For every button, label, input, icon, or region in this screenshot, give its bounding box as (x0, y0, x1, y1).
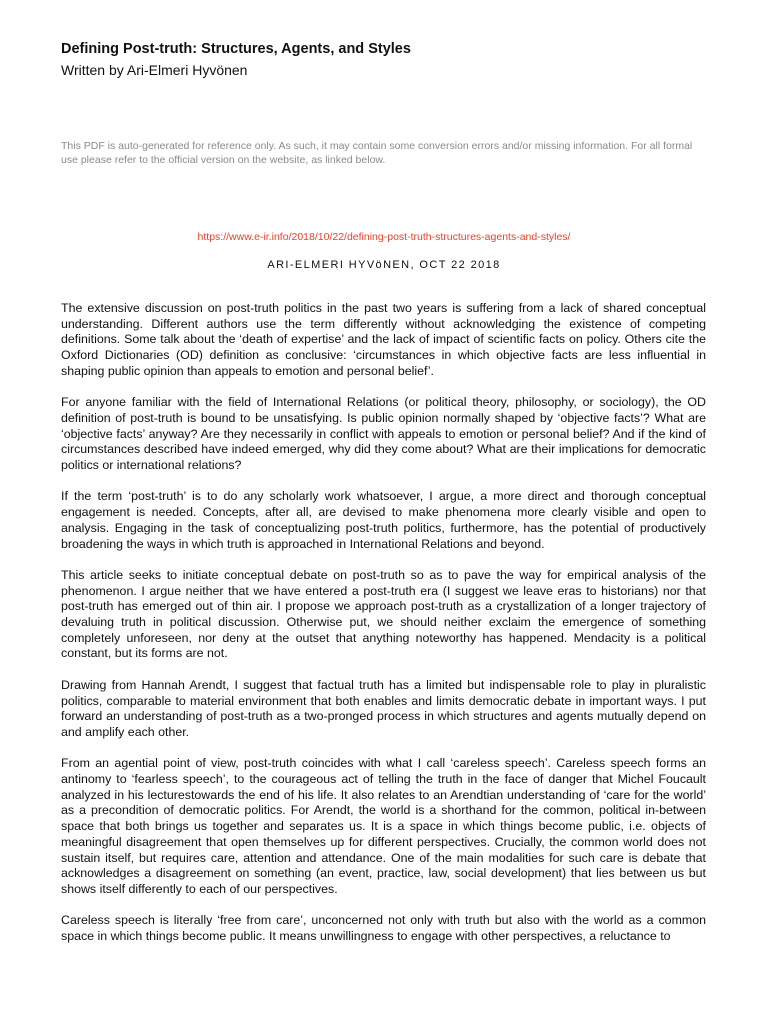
paragraph: This article seeks to initiate conceptual debate on post-truth so as to pave the way for empirical analysis of the phenomenon. I argue neither that we have entered a post-truth era (I suggest we leave eras to historians) nor that post-truth has emerged out of thin air. I propose we approach post-truth as a crystallization of a longer trajectory of devaluing truth in political discussion. Otherwise put, we should neither exclaim the emergence of something completely unforeseen, nor deny at the outset that anything noteworthy has happened. Mendacity is a political constant, but its forms are not. (61, 567, 706, 661)
paragraph: Drawing from Hannah Arendt, I suggest that factual truth has a limited but indispensable role to play in pluralistic politics, comparable to material environment that both enables and limits democratic debate in important ways. I put forward an understanding of post-truth as a two-pronged process in which structures and agents mutually depend on and amplify each other. (61, 677, 706, 739)
paragraph: From an agential point of view, post-truth coincides with what I call ‘careless speech’. Careless speech forms an antinomy to ‘fearless speech’, to the courageous act of telling the truth in the face of danger that Michel Foucault analyzed in his lecturestowards the end of his life. It also relates to an Arendtian understanding of ‘care for the world’ as a precondition of democratic politics. For Arendt, the world is a shorthand for the common, political in-between space that both brings us together and separates us. It is a space in which things become public, i.e. objects of meaningful disagreement that open themselves up for different perspectives. Crucially, the common world does not sustain itself, but requires care, attention and attendance. One of the main modalities for such care is debate that acknowledges a disagreement on something (an event, practice, law, social development) that lies between us but shows itself differently to each of our perspectives. (61, 756, 706, 896)
article-title: Defining Post-truth: Structures, Agents, and Styles (61, 41, 411, 57)
author-date-line: ARI-ELMERI HYVöNEN, OCT 22 2018 (267, 259, 501, 271)
paragraph: Careless speech is literally ‘free from care’, unconcerned not only with truth but also with the world as a common space in which things become public. It means unwillingness to engage with other perspectives, a reluctance to (61, 913, 706, 944)
paragraph: For anyone familiar with the field of International Relations (or political theory, philosophy, or sociology), the OD definition of post-truth is bound to be unsatisfying. Is public opinion normally shaped by ‘objective facts’? What are ‘objective facts’ anyway? Are they necessarily in conflict with appeals to emotion or personal belief? And if the kind of circumstances described have indeed emerged, why did they come about? What are their implications for democratic politics or international relations? (61, 395, 706, 473)
paragraph: If the term ‘post-truth’ is to do any scholarly work whatsoever, I argue, a more direct and thorough conceptual engagement is needed. Concepts, after all, are devised to make phenomena more clearly visible and open to analysis. Engaging in the task of conceptualizing post-truth politics, furthermore, has the potential of productively broadening the ways in which truth is approached in International Relations and beyond. (61, 489, 706, 551)
author-byline: Written by Ari-Elmeri Hyvönen (61, 62, 248, 78)
article-body (61, 301, 706, 960)
paragraph: The extensive discussion on post-truth politics in the past two years is suffering from a lack of shared conceptual understanding. Different authors use the term differently without acknowledging the existence of competing definitions. Some talk about the ‘death of expertise’ and the lack of impact of scientific facts on policy. Others cite the Oxford Dictionaries (OD) definition as conclusive: ‘circumstances in which objective facts are less influential in shaping public opinion than appeals to emotion and personal belief’. (61, 301, 706, 378)
pdf-disclaimer: This PDF is auto-generated for reference only. As such, it may contain some conversion errors and/or missing information. For all formal use please refer to the official version on the website, as linked below. (61, 140, 693, 166)
source-url-link[interactable]: https://www.e-ir.info/2018/10/22/defining-post-truth-structures-agents-and-styles/ (197, 231, 571, 243)
